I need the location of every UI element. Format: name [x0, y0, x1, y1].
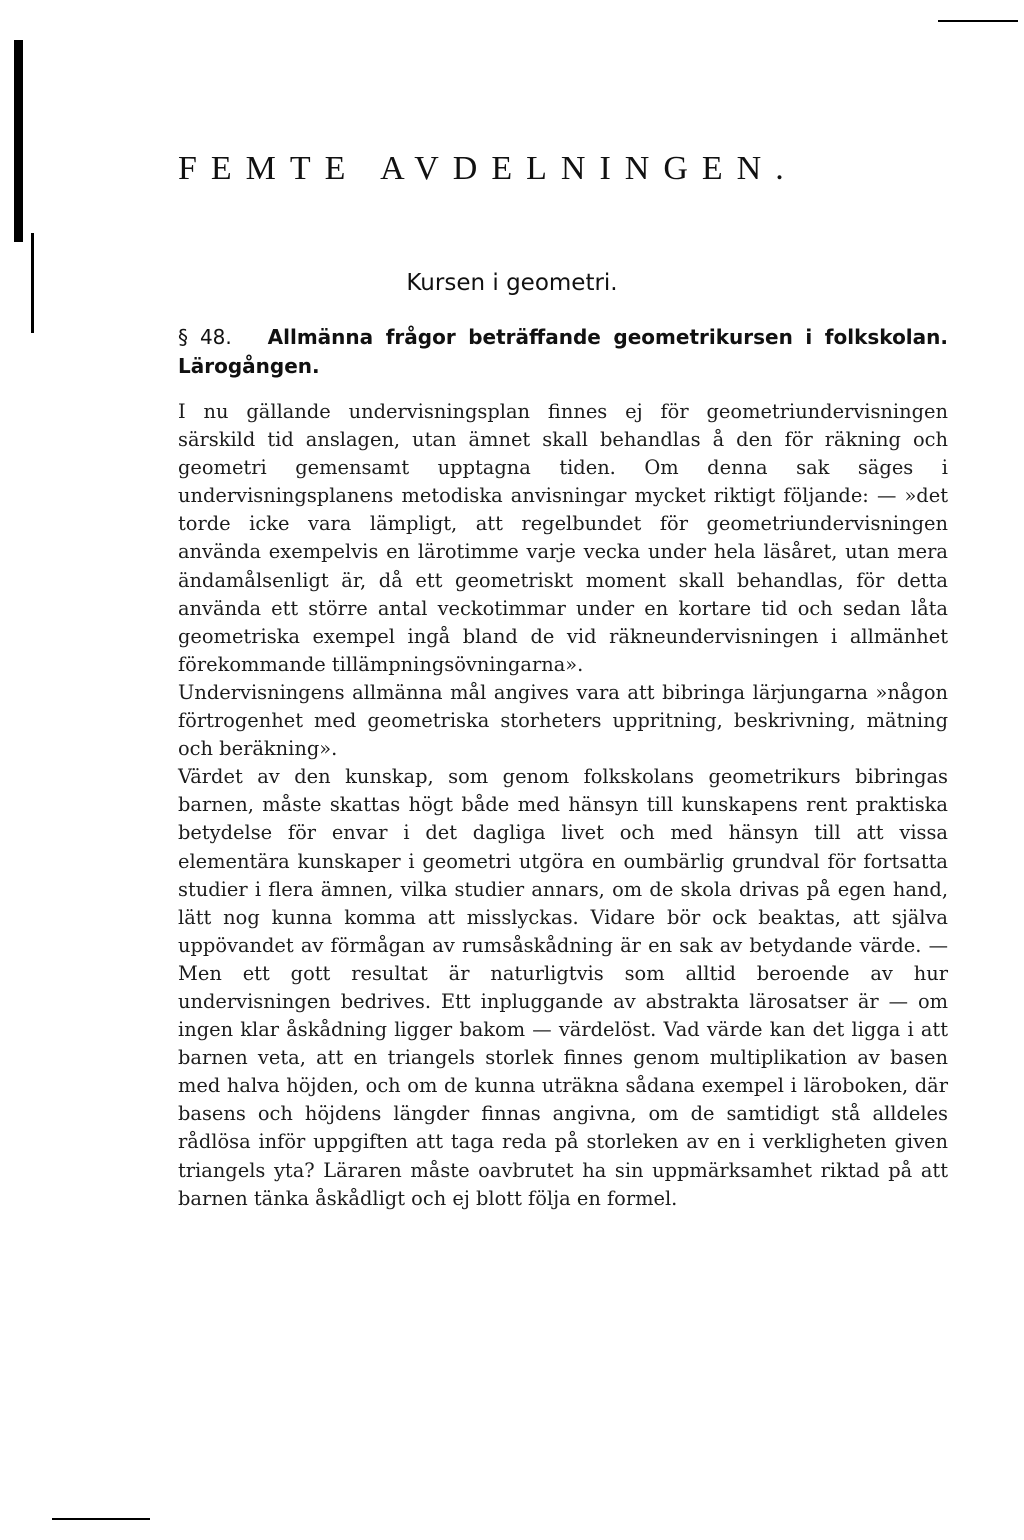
- section-title: Allmänna frågor beträffande geometrikursen i folkskolan. Lärogången.: [178, 325, 948, 378]
- chapter-heading: FEMTE AVDELNINGEN.: [178, 150, 798, 187]
- section-header: [178, 323, 948, 381]
- scan-border-mark: [938, 20, 1018, 22]
- section-number: § 48.: [178, 325, 232, 349]
- paragraph: Undervisningens allmänna mål angives vara att bibringa lärjungarna »någon förtrogenhet med geometriska storheters uppritning, beskrivning, mätning och beräkning».: [178, 680, 948, 761]
- paragraph: I nu gällande undervisningsplan finnes ej för geometriundervisningen särskild tid anslagen, utan ämnet skall behandlas å den för räkning och geometri gemensamt upptagna tiden. Om denna sak säges i undervisningsplanens metodiska anvisningar mycket riktigt följande: — »det torde icke vara lämpligt, att regelbundet för geometriundervisningen använda exempelvis en lärotimme varje vecka under hela läsåret, utan mera ändamålsenligt är, då ett geometriskt moment skall behandlas, för detta använda ett större antal veckotimmar under en kortare tid och sedan låta geometriska exempel ingå bland de vid räkneundervisningen i allmänhet förekommande tillämpningsövningarna».: [178, 400, 948, 676]
- paragraph: Värdet av den kunskap, som genom folkskolans geometrikurs bibringas barnen, måste skattas högt både med hänsyn till kunskapens rent praktiska betydelse för envar i det dagliga livet och med hänsyn till att vissa elementära kunskaper i geometri utgöra en oumbärlig grundval för fortsatta studier i flera ämnen, vilka studier annars, om de skola drivas på egen hand, lätt nog kunna komma att misslyckas. Vidare bör ock beaktas, att själva uppövandet av förmågan av rumsåskådning är en sak av betydande värde. — Men ett gott resultat är naturligtvis som alltid beroende av hur undervisningen bedrives. Ett inpluggande av abstrakta lärosatser är — om ingen klar åskådning ligger bakom — värdelöst. Vad värde kan det ligga i att barnen veta, att en triangels storlek finnes genom multiplikation av basen med halva höjden, och om de kunna uträkna sådana exempel i läroboken, där basens och höjdens längder finnas angivna, om de samtidigt stå alldeles rådlösa inför uppgiften att taga reda på storleken av en i verkligheten given triangels yta? Läraren måste oavbrutet ha sin uppmärksamhet riktad på att barnen tänka åskådligt och ej blott följa en formel.: [178, 765, 948, 1210]
- scan-border-mark: [14, 40, 23, 242]
- scan-border-mark: [52, 1518, 150, 1520]
- course-title: Kursen i geometri.: [406, 270, 618, 296]
- body-text: [178, 398, 948, 1213]
